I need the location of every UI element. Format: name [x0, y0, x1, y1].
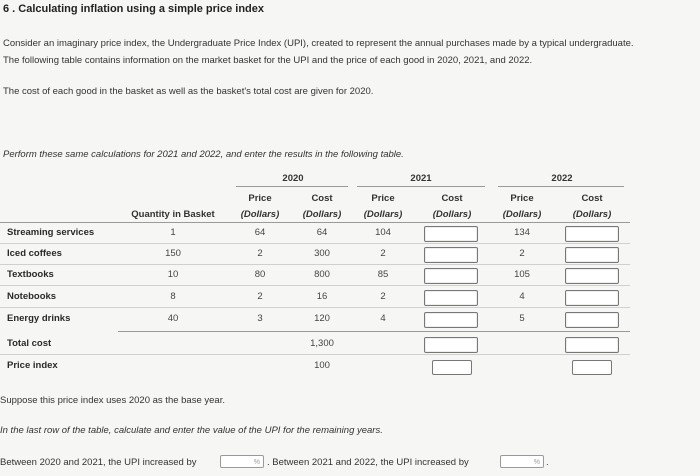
row-label-energy-drinks: Energy drinks [7, 313, 71, 324]
price2021-streaming: 104 [375, 227, 391, 238]
total-rule [118, 331, 630, 332]
header-rule [0, 222, 630, 223]
year-2020-rule [236, 186, 348, 187]
qty-textbooks: 10 [167, 269, 179, 280]
qty-energy-drinks: 40 [167, 313, 179, 324]
price-index-2022-input[interactable] [572, 360, 612, 375]
cost-header-2022: Cost [581, 193, 603, 204]
cost2021-energy-drinks-input[interactable] [424, 312, 478, 328]
cost2020-streaming: 64 [316, 227, 328, 238]
price2021-textbooks: 85 [377, 269, 389, 280]
intro-line-1: Consider an imaginary price index, the Undergraduate Price Index (UPI), created to represent the annual purchases made by a typical undergraduate. [3, 38, 634, 49]
year-2020-header: 2020 [282, 173, 304, 184]
total-cost-2022-input[interactable] [565, 337, 619, 353]
quantity-header: Quantity in Basket [131, 209, 215, 220]
cost2020-notebooks: 16 [316, 291, 328, 302]
total-cost-2020: 1,300 [310, 338, 334, 349]
intro-line-2: The following table contains information on the market basket for the UPI and the price of each good in 2020, 2021, and 2022. [3, 55, 533, 66]
price2020-streaming: 64 [254, 227, 266, 238]
qty-streaming: 1 [170, 227, 176, 238]
base-year-text: Suppose this price index uses 2020 as the base year. [0, 395, 225, 406]
cost2020-textbooks: 800 [314, 269, 330, 280]
end-period: . [546, 457, 549, 468]
qty-iced-coffees: 150 [165, 248, 181, 259]
increase-2021-text: Between 2020 and 2021, the UPI increased by [0, 457, 197, 468]
row-label-streaming: Streaming services [7, 227, 95, 238]
cost-given-text: The cost of each good in the basket as well as the basket's total cost are given for 2020. [3, 86, 374, 97]
price2020-energy-drinks: 3 [257, 313, 263, 324]
year-2021-rule [357, 186, 485, 187]
cost2022-textbooks-input[interactable] [565, 268, 619, 284]
qty-notebooks: 8 [170, 291, 176, 302]
cost2021-notebooks-input[interactable] [424, 290, 478, 306]
increase-2022-text: . Between 2021 and 2022, the UPI increased by [267, 457, 469, 468]
last-row-instructions: In the last row of the table, calculate and enter the value of the UPI for the remaining years. [0, 425, 383, 436]
cost2021-textbooks-input[interactable] [424, 268, 478, 284]
unit-header-price-2022: (Dollars) [502, 209, 542, 220]
unit-header-cost-2020: (Dollars) [302, 209, 342, 220]
row-divider [0, 354, 630, 355]
price-index-2020: 100 [314, 360, 330, 371]
row-label-textbooks: Textbooks [7, 269, 54, 280]
increase-2022-percent-input[interactable]: % [500, 455, 544, 468]
year-2022-rule [498, 186, 624, 187]
row-divider [0, 243, 630, 244]
price2020-textbooks: 80 [254, 269, 266, 280]
year-2021-header: 2021 [410, 173, 432, 184]
price2022-streaming: 134 [514, 227, 530, 238]
price2021-energy-drinks: 4 [380, 313, 386, 324]
year-2022-header: 2022 [551, 173, 573, 184]
row-divider [0, 285, 630, 286]
total-cost-label: Total cost [7, 338, 52, 349]
cost2022-energy-drinks-input[interactable] [565, 312, 619, 328]
price-header-2022: Price [510, 193, 534, 204]
row-label-notebooks: Notebooks [7, 291, 57, 302]
price2022-iced-coffees: 2 [519, 248, 525, 259]
cost-header-2020: Cost [311, 193, 333, 204]
unit-header-price-2020: (Dollars) [240, 209, 280, 220]
price2020-notebooks: 2 [257, 291, 263, 302]
price2022-textbooks: 105 [514, 269, 530, 280]
cost2021-streaming-input[interactable] [424, 226, 478, 242]
price2022-energy-drinks: 5 [519, 313, 525, 324]
price-header-2021: Price [371, 193, 395, 204]
cost2021-iced-coffees-input[interactable] [424, 247, 478, 263]
row-divider [0, 307, 630, 308]
increase-2021-percent-input[interactable]: % [220, 455, 264, 468]
price2022-notebooks: 4 [519, 291, 525, 302]
cost2022-notebooks-input[interactable] [565, 290, 619, 306]
unit-header-cost-2021: (Dollars) [432, 209, 472, 220]
question-title: 6 . Calculating inflation using a simple price index [3, 3, 264, 15]
unit-header-cost-2022: (Dollars) [572, 209, 612, 220]
cost2022-streaming-input[interactable] [565, 226, 619, 242]
price2020-iced-coffees: 2 [257, 248, 263, 259]
unit-header-price-2021: (Dollars) [363, 209, 403, 220]
price-index-label: Price index [7, 360, 58, 371]
price-header-2020: Price [248, 193, 272, 204]
total-cost-2021-input[interactable] [424, 337, 478, 353]
row-divider [0, 264, 630, 265]
cost2020-energy-drinks: 120 [314, 313, 330, 324]
cost-header-2021: Cost [441, 193, 463, 204]
price2021-iced-coffees: 2 [380, 248, 386, 259]
row-label-iced-coffees: Iced coffees [7, 248, 62, 259]
cost2022-iced-coffees-input[interactable] [565, 247, 619, 263]
cost2020-iced-coffees: 300 [314, 248, 330, 259]
price-index-2021-input[interactable] [432, 360, 472, 375]
perform-instructions: Perform these same calculations for 2021 and 2022, and enter the results in the following table. [3, 149, 404, 160]
price2021-notebooks: 2 [380, 291, 386, 302]
